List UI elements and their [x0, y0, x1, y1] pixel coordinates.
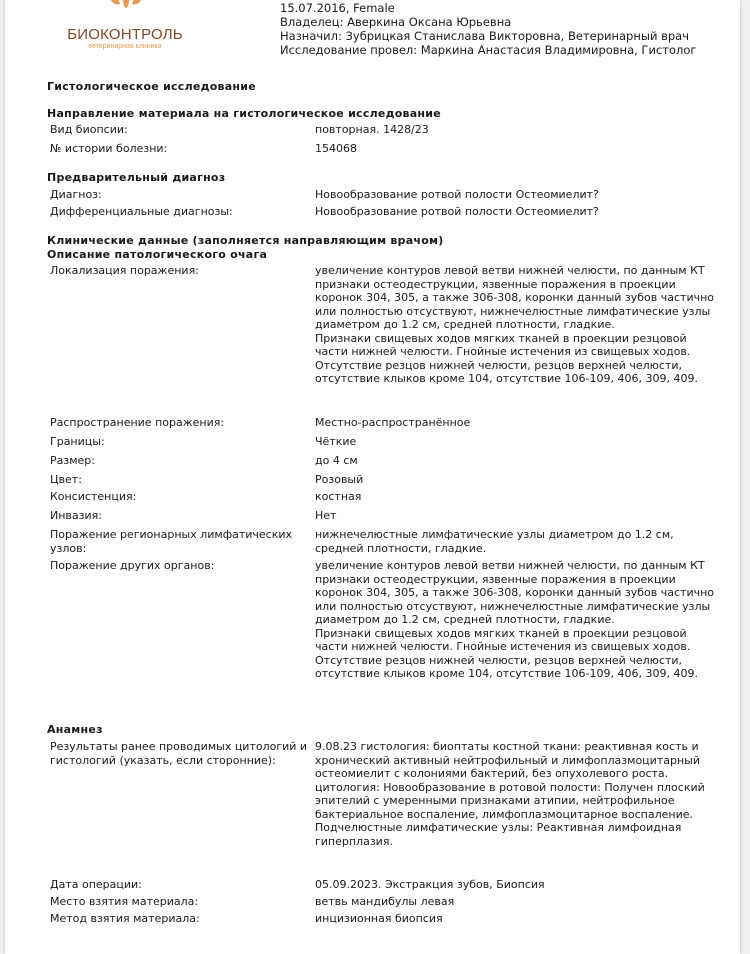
field-value: повторная. 1428/23	[315, 123, 429, 136]
field-label: Место взятия материала:	[50, 895, 199, 908]
value-paragraph: 9.08.23 гистология: биоптаты костной ткани: реактивная кость и хронический активный нейтрофильный и лимфоплазмоцитарный остеомиелит с колониями бактерий, без опухолевого роста.	[315, 740, 700, 780]
value-paragraph: Признаки свищевых ходов мягких тканей в проекции резцовой части нижней челюсти. Гнойные истечения из свищевых ходов. Отсутствие резцов нижней челюсти, резцов верхней челюсти, отсутствие клыков кроме 104, отсутствие 106-109, 406, 309, 409.	[315, 626, 698, 680]
section-anamnesis-title: Анамнез	[47, 723, 103, 736]
patient-dob-sex: 15.07.2016, Female	[280, 1, 395, 15]
field-label: Локализация поражения:	[50, 264, 199, 277]
logo-name: БИОКОНТРОЛЬ	[67, 26, 183, 43]
field-value	[315, 264, 715, 386]
field-label: Метод взятия материала:	[50, 912, 200, 925]
field-value	[315, 559, 715, 681]
field-label: Консистенция:	[50, 490, 137, 503]
logo-mark-icon	[104, 0, 148, 18]
field-label: Границы:	[50, 435, 105, 448]
field-label: Распространение поражения:	[50, 416, 225, 429]
field-value: 05.09.2023. Экстракция зубов, Биопсия	[315, 878, 545, 891]
assigned-by-line: Назначил: Зубрицкая Станислава Викторовна, Ветеринарный врач	[280, 29, 689, 43]
field-value: ветвь мандибулы левая	[315, 895, 455, 908]
field-label: Цвет:	[50, 473, 82, 486]
field-value: до 4 см	[315, 454, 358, 467]
value-paragraph: Подчелюстные лимфатические узлы: Реактивная лимфоидная гиперплазия.	[315, 821, 682, 848]
field-value	[315, 740, 715, 848]
value-paragraph: цитология: Новообразование в ротовой полости: Получен плоский эпителий с умеренными признаками атипии, нейтрофильное бактериальное воспаление, лимфоплазмоцитарное воспаление.	[315, 780, 705, 821]
field-label: Дифференциальные диагнозы:	[50, 205, 233, 218]
field-label: Поражение других органов:	[50, 559, 215, 572]
section-prelim-diagnosis-title: Предварительный диагноз	[47, 171, 226, 184]
logo-subtitle: ветеринарная клиника	[88, 43, 162, 50]
field-value: нижнечелюстные лимфатические узлы диаметром до 1.2 см, средней плотности, гладкие.	[315, 528, 674, 555]
field-label: Результаты ранее проводимых цитологий и гистологий (указать, если сторонние):	[50, 740, 308, 767]
value-paragraph: увеличение контуров левой ветви нижней челюсти, по данным КТ признаки остеодеструкции, язвенные поражения в проекции коронок 304, 305, а также 306-308, коронки данный зубов частично или полностью отсуствуют, нижнечелюстные лимфатические узлы диаметром до 1.2 см, средней плотности, гладкие.	[315, 264, 715, 331]
field-label: Вид биопсии:	[50, 123, 128, 136]
field-label: № истории болезни:	[50, 142, 168, 155]
field-label: Поражение регионарных лимфатических узлов:	[50, 528, 293, 555]
clinic-logo	[66, 0, 184, 56]
field-label: Диагноз:	[50, 188, 102, 201]
owner-line: Владелец: Аверкина Оксана Юрьевна	[280, 15, 512, 29]
field-value: 154068	[315, 142, 357, 155]
document-title: Гистологическое исследование	[47, 80, 256, 93]
field-value: Местно-распространённое	[315, 416, 471, 429]
performed-by-line: Исследование провел: Маркина Анастасия Владимировна, Гистолог	[280, 43, 697, 57]
field-label: Дата операции:	[50, 878, 142, 891]
value-paragraph: Признаки свищевых ходов мягких тканей в проекции резцовой части нижней челюсти. Гнойные истечения из свищевых ходов. Отсутствие резцов нижней челюсти, резцов верхней челюсти, отсутствие клыков кроме 104, отсутствие 106-109, 406, 309, 409.	[315, 331, 698, 385]
value-paragraph: увеличение контуров левой ветви нижней челюсти, по данным КТ признаки остеодеструкции, язвенные поражения в проекции коронок 304, 305, а также 306-308, коронки данный зубов частично или полностью отсуствуют, нижнечелюстные лимфатические узлы диаметром до 1.2 см, средней плотности, гладкие.	[315, 559, 715, 626]
field-value: Розовый	[315, 473, 364, 486]
field-value: Нет	[315, 509, 337, 522]
patient-header	[280, 1, 696, 57]
field-value: костная	[315, 490, 362, 503]
section-lesion-description-title: Описание патологического очага	[47, 248, 268, 261]
field-value: инцизионная биопсия	[315, 912, 443, 925]
field-value: Чёткие	[315, 435, 357, 448]
field-value: Новообразование ротвой полости Остеомиелит?	[315, 188, 599, 201]
field-label: Инвазия:	[50, 509, 102, 522]
section-clinical-title: Клинические данные (заполняется направляющим врачом)	[47, 234, 444, 247]
field-value: Новообразование ротвой полости Остеомиелит?	[315, 205, 599, 218]
section-referral-title: Направление материала на гистологическое исследование	[47, 107, 441, 120]
field-label: Размер:	[50, 454, 95, 467]
